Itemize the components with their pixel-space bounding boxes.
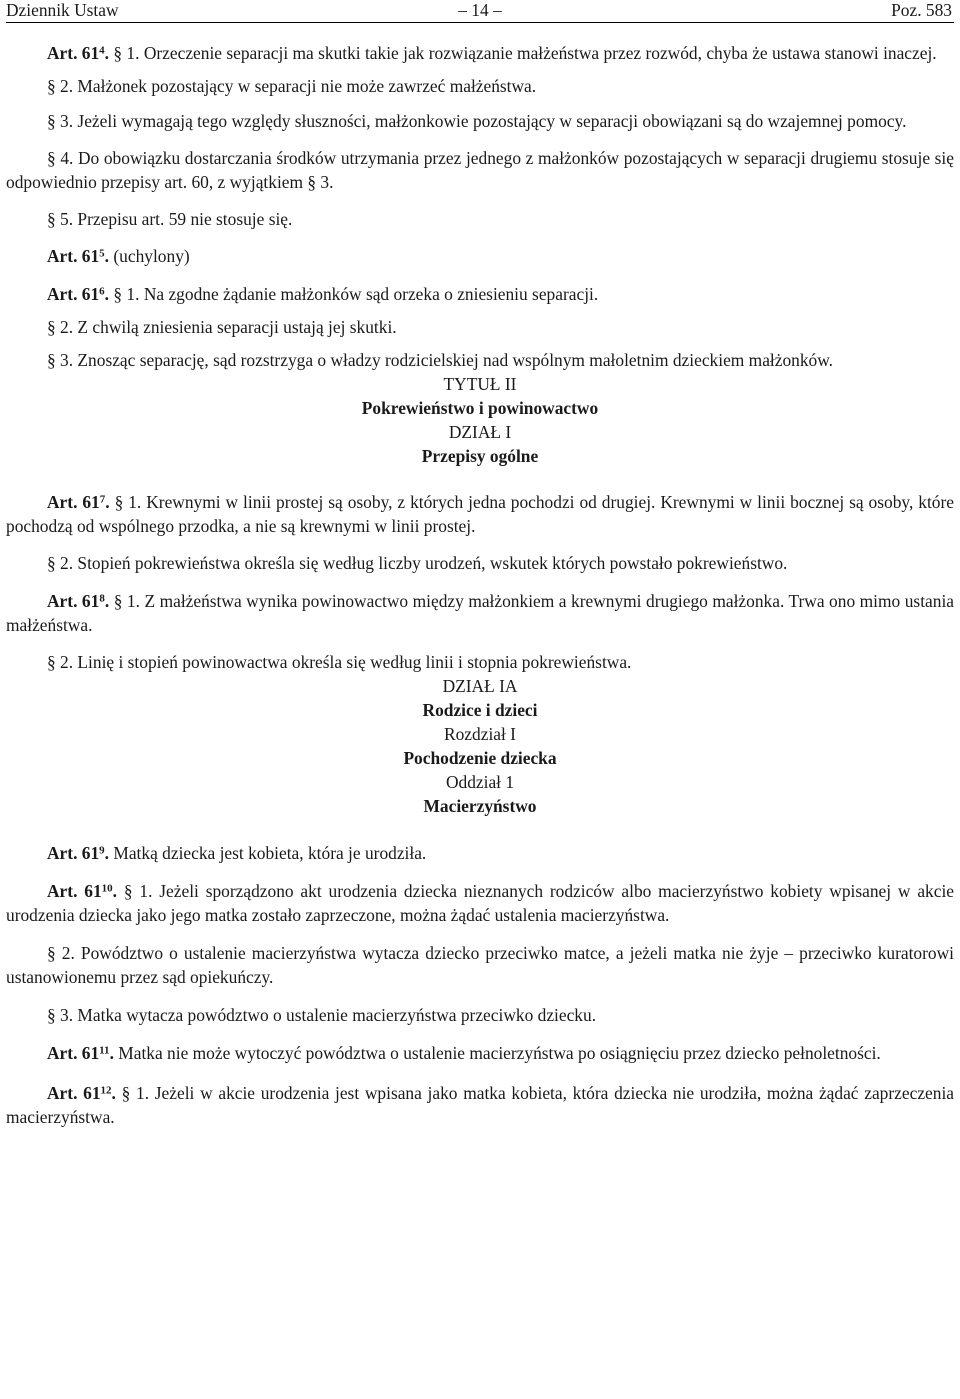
- article-61-4-par-5: § 5. Przepisu art. 59 nie stosuje się.: [47, 209, 293, 229]
- article-61-4-par-1: [6, 41, 954, 65]
- paragraph-text: Orzeczenie separacji ma skutki takie jak rozwiązanie małżeństwa przez rozwód, chyba że ustawa stanowi inaczej.: [143, 43, 937, 63]
- paragraph-number: § 1.: [113, 43, 140, 63]
- paragraph-number: § 1.: [113, 284, 140, 304]
- paragraph-number: § 1.: [123, 881, 153, 901]
- article-61-6-par-3: § 3. Znosząc separację, sąd rozstrzyga o władzy rodzicielskiej nad wspólnym małoletnim dzieckiem małżonków.: [47, 350, 834, 370]
- article-label: Art. $61^9$.: [47, 843, 110, 863]
- article-61-11: [6, 1041, 954, 1065]
- article-label: Art. $61^5$.: [47, 246, 110, 266]
- article-61-6-par-1: [6, 282, 954, 306]
- article-61-5: [6, 244, 954, 268]
- division-name: Rodzice i dzieci: [422, 700, 538, 720]
- article-61-8-par-1: [6, 589, 954, 637]
- section-name: Macierzyństwo: [423, 796, 537, 816]
- paragraph-text: Jeżeli w akcie urodzenia jest wpisana jako matka kobieta, która dziecka nie urodziła, można żądać zaprzeczenia macierzyństwa.: [6, 1083, 954, 1127]
- article-61-4-par-2: § 2. Małżonek pozostający w separacji nie może zawrzeć małżeństwa.: [47, 76, 537, 96]
- article-text: Matką dziecka jest kobieta, która je urodziła.: [113, 843, 427, 863]
- section-heading: Oddział 1: [445, 772, 515, 792]
- page-header: [6, 0, 954, 23]
- article-61-6-par-2: § 2. Z chwilą zniesienia separacji ustają jej skutki.: [47, 317, 397, 337]
- article-label: Art. $61^6$.: [47, 284, 110, 304]
- article-61-4-par-4: § 4. Do obowiązku dostarczania środków utrzymania przez jednego z małżonków pozostających w separacji drugiemu stosuje się odpowiednio przepisy art. 60, z wyjątkiem § 3.: [6, 148, 954, 192]
- article-61-10-par-1: [6, 879, 954, 927]
- article-61-12-par-1: [6, 1081, 954, 1129]
- division-name: Przepisy ogólne: [421, 446, 539, 466]
- document-body: [6, 41, 954, 1129]
- article-label: Art. $61^7$.: [47, 492, 110, 512]
- article-61-8-par-2: § 2. Linię i stopień powinowactwa określa się według linii i stopnia pokrewieństwa.: [47, 652, 632, 672]
- article-label: Art. $61^{11}$.: [47, 1043, 114, 1063]
- article-text: Matka nie może wytoczyć powództwa o ustalenie macierzyństwa po osiągnięciu przez dziecko pełnoletności.: [118, 1043, 881, 1063]
- article-label: Art. $61^4$.: [47, 43, 110, 63]
- position-number: Poz. 583: [891, 0, 952, 20]
- page-number: – 14 –: [458, 0, 502, 20]
- article-61-9: [6, 841, 954, 865]
- article-61-10-par-3: § 3. Matka wytacza powództwo o ustalenie macierzyństwa przeciwko dziecku.: [47, 1005, 597, 1025]
- division-heading: DZIAŁ I: [448, 422, 512, 442]
- division-heading: DZIAŁ IA: [442, 676, 518, 696]
- article-label: Art. $61^{10}$.: [47, 881, 118, 901]
- chapter-heading: Rozdział I: [444, 724, 516, 744]
- article-label: Art. $61^{12}$.: [47, 1083, 116, 1103]
- article-text: (uchylony): [113, 246, 190, 266]
- article-label: Art. $61^8$.: [47, 591, 110, 611]
- article-61-7-par-2: § 2. Stopień pokrewieństwa określa się według liczby urodzeń, wskutek których powstało pokrewieństwo.: [47, 553, 788, 573]
- paragraph-number: § 1.: [113, 591, 140, 611]
- paragraph-text: Na zgodne żądanie małżonków sąd orzeka o zniesieniu separacji.: [143, 284, 599, 304]
- paragraph-text: Krewnymi w linii prostej są osoby, z których jedna pochodzi od drugiej. Krewnymi w linii bocznej są osoby, które pochodzą od wspólnego przodka, a nie są krewnymi w linii prostej.: [6, 492, 954, 536]
- article-61-7-par-1: [6, 490, 954, 538]
- title-name: Pokrewieństwo i powinowactwo: [361, 398, 599, 418]
- paragraph-number: § 1.: [114, 492, 142, 512]
- paragraph-text: Z małżeństwa wynika powinowactwo między małżonkiem a krewnymi drugiego małżonka. Trwa ono mimo ustania małżeństwa.: [6, 591, 954, 635]
- journal-name: Dziennik Ustaw: [6, 0, 119, 20]
- chapter-name: Pochodzenie dziecka: [403, 748, 557, 768]
- article-61-4-par-3: § 3. Jeżeli wymagają tego względy słuszności, małżonkowie pozostający w separacji obowiązani są do wzajemnej pomocy.: [47, 111, 907, 131]
- title-heading: TYTUŁ II: [443, 374, 517, 394]
- article-61-10-par-2: § 2. Powództwo o ustalenie macierzyństwa wytacza dziecko przeciwko matce, a jeżeli matka nie żyje – przeciwko kuratorowi ustanowionemu przez sąd opiekuńczy.: [6, 943, 954, 987]
- paragraph-number: § 1.: [121, 1083, 150, 1103]
- paragraph-text: Jeżeli sporządzono akt urodzenia dziecka nieznanych rodziców albo macierzyństwo kobiety wpisanej w akcie urodzenia dziecka jako jego matka zostało zaprzeczone, można żądać ustalenia macierzyństwa.: [6, 881, 955, 925]
